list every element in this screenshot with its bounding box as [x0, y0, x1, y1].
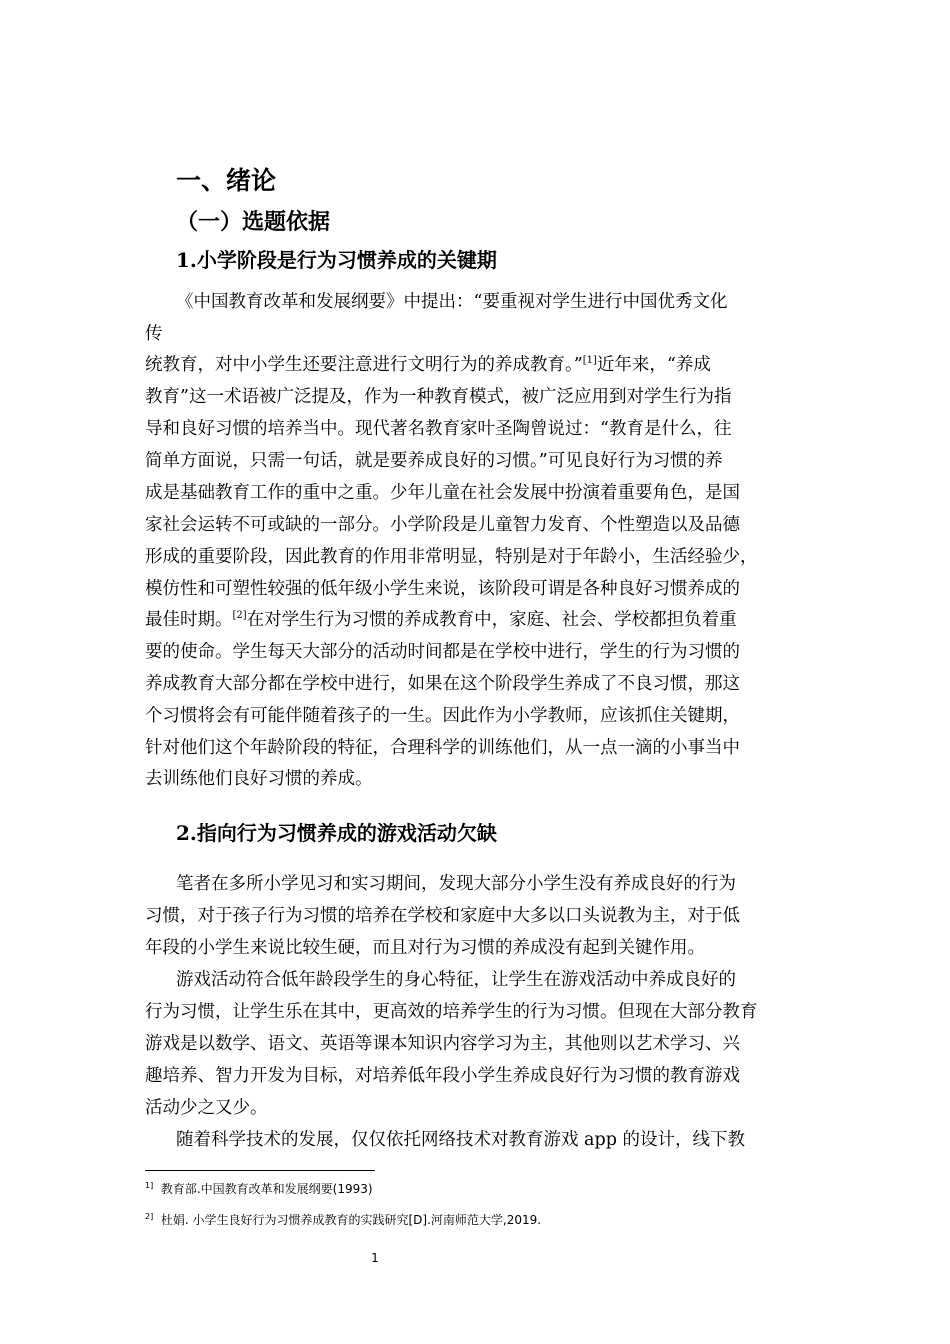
paragraph-line: 个习惯将会有可能伴随着孩子的一生。因此作为小学教师，应该抓住关键期， [145, 706, 740, 726]
citation-ref: [2] [232, 610, 247, 622]
paragraph-line: 传 [145, 324, 163, 344]
subsection-heading-2: 2.指向行为习惯养成的游戏活动欠缺 [176, 821, 497, 845]
chapter-heading: 一、绪论 [176, 166, 277, 195]
paragraph-line: 模仿性和可塑性较强的低年级小学生来说，该阶段可谓是各种良好习惯养成的 [145, 579, 740, 599]
paragraph-line: 形成的重要阶段，因此教育的作用非常明显，特别是对于年龄小，生活经验少， [145, 547, 758, 567]
text-run: 统教育，对中小学生还要注意进行文明行为的养成教育。” [145, 355, 583, 375]
paragraph-line: 游戏活动符合低年龄段学生的身心特征，让学生在游戏活动中养成良好的 [176, 970, 736, 990]
footnote-divider [145, 1170, 375, 1171]
paragraph-line: 导和良好习惯的培养当中。现代著名教育家叶圣陶曾说过：“教育是什么，往 [145, 419, 732, 439]
section-heading: （一）选题依据 [176, 209, 331, 235]
paragraph-line: 年段的小学生来说比较生硬，而且对行为习惯的养成没有起到关键作用。 [145, 938, 705, 958]
paragraph-line: 行为习惯，让学生乐在其中，更高效的培养学生的行为习惯。但现在大部分教育 [145, 1002, 758, 1022]
citation-ref: [1] [582, 355, 597, 367]
paragraph-line: 成是基础教育工作的重中之重。少年儿童在社会发展中扮演着重要角色，是国 [145, 483, 740, 503]
paragraph-line: 要的使命。学生每天大部分的活动时间都是在学校中进行，学生的行为习惯的 [145, 642, 740, 662]
paragraph-line: 习惯，对于孩子行为习惯的培养在学校和家庭中大多以口头说教为主，对于低 [145, 906, 740, 926]
paragraph-line: 家社会运转不可或缺的一部分。小学阶段是儿童智力发育、个性塑造以及品德 [145, 515, 740, 535]
text-run: 近年来，“养成 [596, 355, 711, 375]
footnote-number: 2] [145, 1212, 154, 1221]
footnote-2 [145, 1212, 541, 1228]
paragraph-line: 活动少之又少。 [145, 1098, 268, 1118]
footnote-text: 杜娟. 小学生良好行为习惯养成教育的实践研究[D].河南师范大学,2019. [160, 1213, 542, 1227]
page-number: 1 [371, 1251, 379, 1265]
footnote-number: 1] [145, 1181, 154, 1190]
paragraph-line: 随着科学技术的发展，仅仅依托网络技术对教育游戏 app 的设计，线下教 [176, 1130, 745, 1150]
paragraph-line: 趣培养、智力开发为目标，对培养低年段小学生养成良好行为习惯的教育游戏 [145, 1066, 740, 1086]
paragraph-line: 针对他们这个年龄阶段的特征，合理科学的训练他们，从一点一滴的小事当中 [145, 738, 740, 758]
paragraph-line: 养成教育大部分都在学校中进行，如果在这个阶段学生养成了不良习惯，那这 [145, 674, 740, 694]
paragraph-line: 游戏是以数学、语文、英语等课本知识内容学习为主，其他则以艺术学习、兴 [145, 1034, 740, 1054]
subsection-heading-1: 1.小学阶段是行为习惯养成的关键期 [176, 248, 497, 272]
footnote-text: 教育部.中国教育改革和发展纲要(1993) [160, 1182, 373, 1196]
paragraph-line: 简单方面说，只需一句话，就是要养成良好的习惯。”可见良好行为习惯的养 [145, 451, 723, 471]
paragraph-line: 《中国教育改革和发展纲要》中提出：“要重视对学生进行中国优秀文化 [176, 292, 728, 312]
text-run: 最佳时期。 [145, 610, 233, 630]
footnote-1 [145, 1181, 373, 1197]
paragraph-line [145, 354, 711, 376]
paragraph-line [145, 609, 737, 631]
paragraph-line: 教育”这一术语被广泛提及，作为一种教育模式，被广泛应用到对学生行为指 [145, 387, 732, 407]
paragraph-line: 去训练他们良好习惯的养成。 [145, 769, 373, 789]
paragraph-line: 笔者在多所小学见习和实习期间，发现大部分小学生没有养成良好的行为 [176, 874, 736, 894]
text-run: 在对学生行为习惯的养成教育中，家庭、社会、学校都担负着重 [246, 610, 737, 630]
